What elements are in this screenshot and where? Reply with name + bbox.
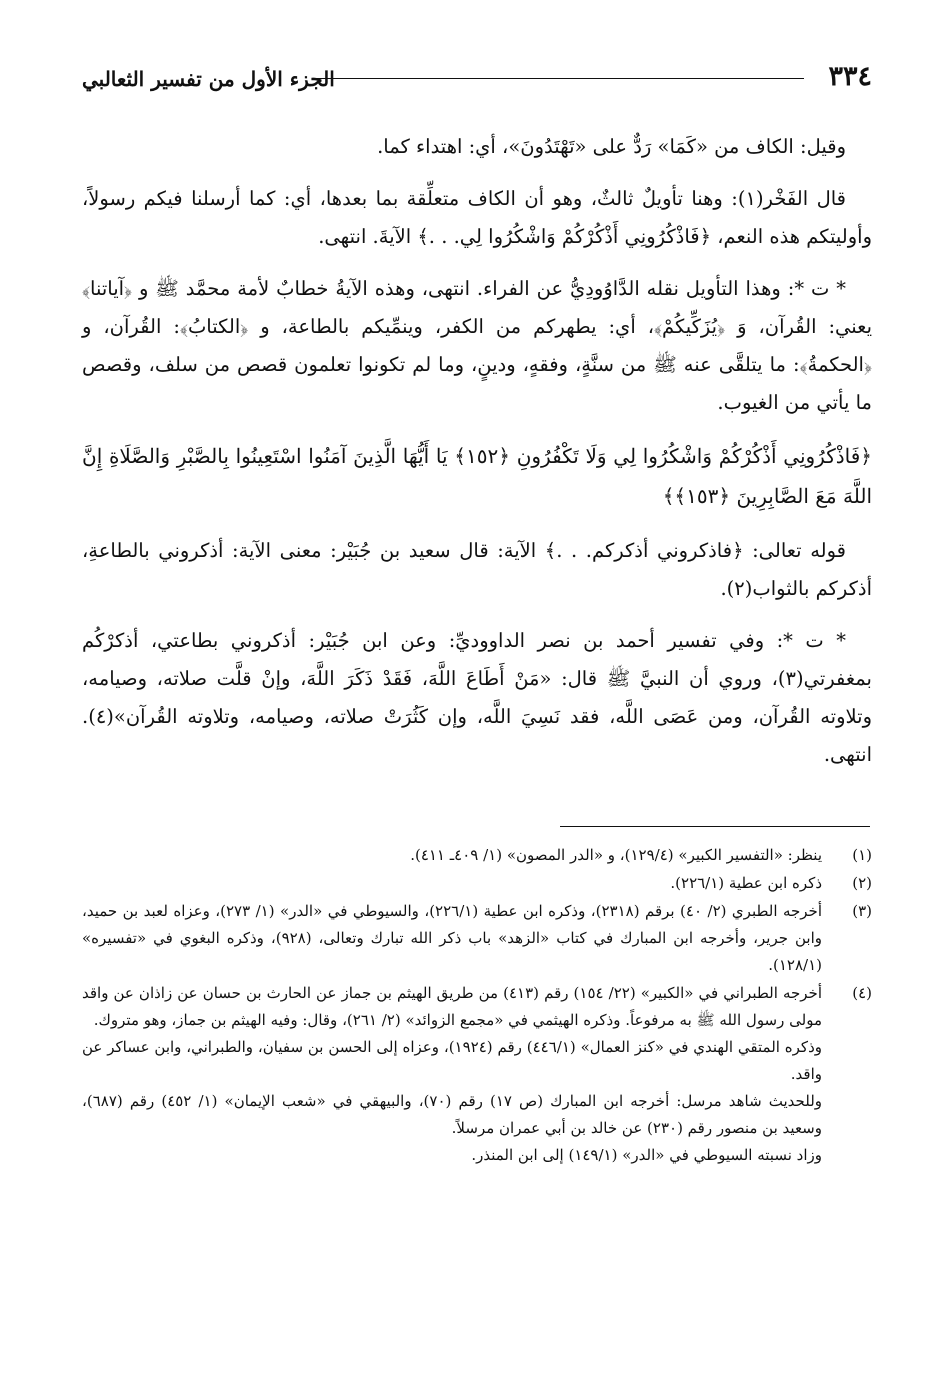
footnote-body bbox=[82, 980, 822, 1169]
footnote-text: أخرجه الطبري (٢/ ٤٠) برقم (٢٣١٨)، وذكره ابن عطية (٢٢٦/١)، والسيوطي في «الدر» (١/ ٢٧٣)، وعزاه لعبد بن حميد، وابن جرير، وأخرجه ابن المبارك في كتاب «الزهد» باب ذكر الله تبارك وتعالى، (٩٢٨)، وذكره البغوي في «تفسيره» (١٢٨/١). bbox=[82, 902, 822, 974]
page-number: ٣٣٤ bbox=[828, 61, 872, 92]
footnote-separator bbox=[560, 826, 870, 827]
footnote-text: وزاد نسبته السيوطي في «الدر» (١٤٩/١) إلى ابن المنذر. bbox=[471, 1146, 822, 1164]
footnote-text: ينظر: «التفسير الكبير» (١٢٩/٤)، و «الدر المصون» (١/ ٤٠٩ـ ٤١١). bbox=[410, 846, 822, 864]
page-header bbox=[82, 60, 872, 100]
paragraph: وقيل: الكاف من «كَمَا» رَدٌّ على «تَهْتَدُونَ»، أي: اهتداء كما. bbox=[377, 135, 846, 158]
footnote-number: (٤) bbox=[852, 984, 872, 1002]
footnote bbox=[82, 842, 872, 869]
running-title: الجزء الأول من تفسير الثعالبي bbox=[82, 67, 335, 91]
footnote bbox=[82, 980, 872, 1169]
paragraph: قوله تعالى: ﴿فاذكروني أذكركم. . .﴾ الآية: قال سعيد بن جُبَيْر: معنى الآية: أذكروني بالطاعةِ، أذكركم بالثواب(٢). bbox=[82, 539, 872, 600]
footnote bbox=[82, 898, 872, 979]
header-rule bbox=[312, 78, 804, 79]
footnote-number: (٣) bbox=[852, 902, 872, 920]
footnote bbox=[82, 870, 872, 897]
footnote-text: أخرجه الطبراني في «الكبير» (٢٢/ ١٥٤) رقم (٤١٣) من طريق الهيثم بن جماز عن الحارث بن حسان عن زاذان عن واقد مولى رسول الله ﷺ به مرفوعاً. وذكره الهيثمي في «مجمع الزوائد» (٢/ ٢٦١)، وقال: وفيه الهيثم بن جماز، وهو متروك. bbox=[82, 984, 822, 1029]
footnote-text: ذكره ابن عطية (٢٢٦/١). bbox=[670, 874, 822, 892]
footnote-number: (١) bbox=[852, 846, 872, 864]
footnote-body bbox=[82, 898, 822, 979]
quran-verse: ﴿فَاذْكُرُونِي أَذْكُرْكُمْ وَاشْكُرُوا لِي وَلَا تَكْفُرُونِ ﴿١٥٢﴾ يَا أَيُّهَا الَّذِينَ آمَنُوا اسْتَعِينُوا بِالصَّبْرِ وَالصَّلَاةِ إِنَّ اللَّهَ مَعَ الصَّابِرِينَ ﴿١٥٣﴾﴾ bbox=[82, 444, 872, 508]
paragraph: * ت *: وهذا التأويل نقله الدَّاوُودِيُّ عن الفراء. انتهى، وهذه الآيةُ خطابٌ لأمة محمَّد ﷺ و ﴿آياتنا﴾ يعني: القُرآن، وَ ﴿يُزَكِّيكُمْ﴾، أي: يطهركم من الكفر، وينمِّيكم بالطاعة، و ﴿الكتابُ﴾: القُرآن، و ﴿الحكمةُ﴾: ما يتلقَّى عنه ﷺ من سنَّةٍ، وفقهٍ، ودينٍ، وما لم تكونوا تعلمون قصص من سلف، وقصص ما يأتي من الغيوب. bbox=[82, 277, 872, 414]
footnote-text: وللحديث شاهد مرسل: أخرجه ابن المبارك (ص ١٧) رقم (٧٠)، والبيهقي في «شعب الإيمان» (١/ ٤٥٢) رقم (٦٨٧)، وسعيد بن منصور رقم (٢٣٠) عن خالد بن أبي عمران مرسلاً. bbox=[82, 1092, 823, 1137]
footnote-number: (٢) bbox=[852, 874, 872, 892]
footnote-text: وذكره المتقي الهندي في «كنز العمال» (٤٤٦/١) رقم (١٩٢٤)، وعزاه إلى الحسن بن سفيان، والطبراني، وابن عساكر عن واقد. bbox=[82, 1038, 822, 1083]
footnote-body bbox=[82, 870, 822, 897]
footnote-body bbox=[82, 842, 822, 869]
paragraph: * ت *: وفي تفسير أحمد بن نصر الداووديِّ: وعن ابن جُبَيْر: أذكروني بطاعتي، أذكرْكُم بمغفرتي(٣)، وروي أن النبيَّ ﷺ قال: «مَنْ أَطَاعَ اللَّهَ، فَقَدْ ذَكَرَ اللَّهَ، وإنْ قلَّت صلاته، وصيامه، وتلاوته القُرآن، ومن عَصَى اللَّه، فقد نَسِيَ اللَّه، وإن كَثُرَتْ صلاته، وصيامه، وتلاوته القُرآن»(٤). انتهى. bbox=[82, 629, 872, 766]
paragraph: قال الفَخْر(١): وهنا تأويلٌ ثالثٌ، وهو أن الكاف متعلِّقة بما بعدها، أي: كما أرسلنا فيكم رسولاً، وأوليتكم هذه النعم، ﴿فَاذْكُرُونِي أَذْكُرْكُمْ وَاشْكُرُوا لِي. . .﴾ الآيةَ. انتهى. bbox=[82, 187, 872, 248]
main-text bbox=[82, 128, 872, 788]
footnotes bbox=[82, 842, 872, 1170]
